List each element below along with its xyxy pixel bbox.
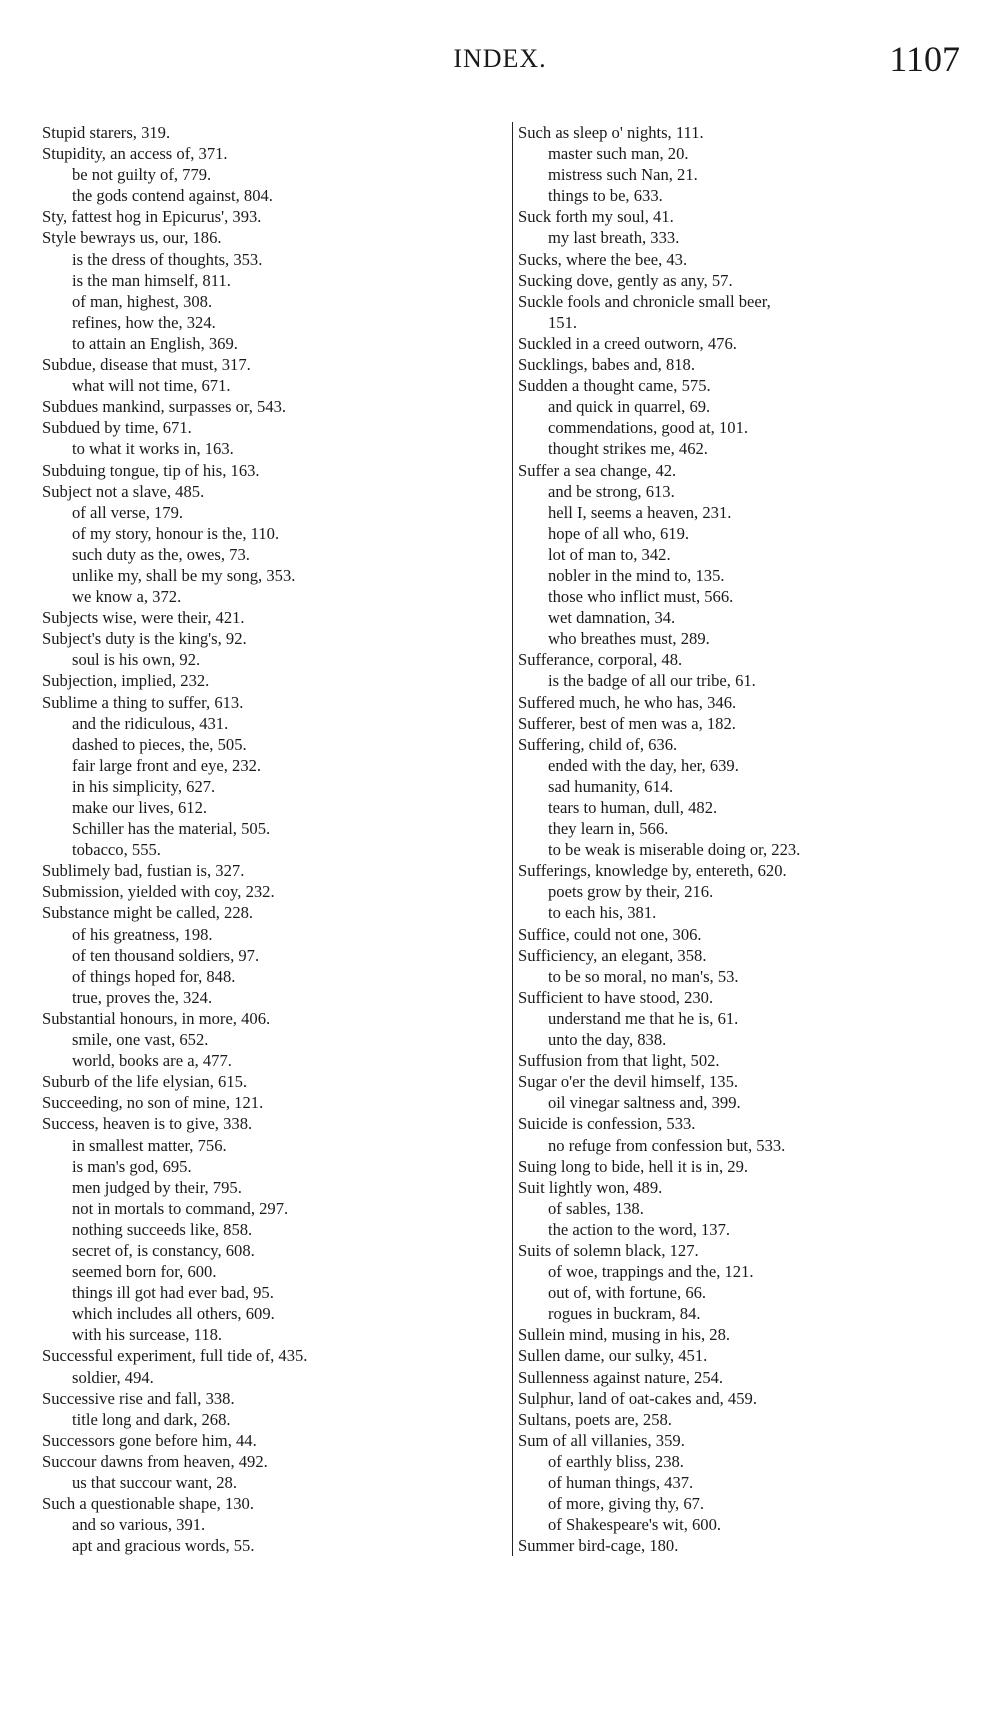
index-subentry: soul is his own, 92. <box>72 650 201 670</box>
index-entry: Suffice, could not one, 306. <box>518 924 702 944</box>
index-entry: Subdue, disease that must, 317. <box>42 355 251 375</box>
index-entry: Suicide is confession, 533. <box>518 1114 696 1134</box>
index-entry: Suffusion from that light, 502. <box>518 1051 720 1071</box>
index-subentry: of my story, honour is the, 110. <box>72 523 280 543</box>
index-entry: Such as sleep o' nights, 111. <box>518 123 704 142</box>
index-subentry: to be so moral, no man's, 53. <box>548 966 739 986</box>
index-subentry: secret of, is constancy, 608. <box>72 1240 255 1260</box>
index-subentry: poets grow by their, 216. <box>548 882 714 902</box>
index-subentry: to each his, 381. <box>548 903 657 923</box>
index-entry: Suffered much, he who has, 346. <box>518 692 737 712</box>
index-subentry: and the ridiculous, 431. <box>72 713 229 733</box>
index-entry: Sufferings, knowledge by, entereth, 620. <box>518 861 787 881</box>
index-subentry: no refuge from confession but, 533. <box>548 1135 786 1155</box>
index-entry: Success, heaven is to give, 338. <box>42 1114 253 1134</box>
index-subentry: hell I, seems a heaven, 231. <box>548 502 732 522</box>
index-subentry: and so various, 391. <box>72 1515 206 1535</box>
index-subentry: to attain an English, 369. <box>72 333 238 353</box>
index-subentry: of human things, 437. <box>548 1473 694 1492</box>
index-entry: Successful experiment, full tide of, 435. <box>42 1346 308 1366</box>
index-subentry: tobacco, 555. <box>72 840 161 860</box>
index-subentry: apt and gracious words, 55. <box>72 1536 255 1556</box>
index-entry: Subdued by time, 671. <box>42 418 192 438</box>
index-subentry: ended with the day, her, 639. <box>548 755 739 775</box>
index-entry: Subdues mankind, surpasses or, 543. <box>42 397 287 417</box>
index-subentry: the action to the word, 137. <box>548 1219 731 1239</box>
index-entry: Sugar o'er the devil himself, 135. <box>518 1072 739 1092</box>
index-subentry: unto the day, 838. <box>548 1030 667 1050</box>
index-entry: Subject not a slave, 485. <box>42 481 205 501</box>
index-subentry: my last breath, 333. <box>548 228 680 248</box>
index-subentry: 151. <box>548 312 578 332</box>
index-subentry: to what it works in, 163. <box>72 439 234 459</box>
index-entry: Suffer a sea change, 42. <box>518 460 677 480</box>
index-subentry: they learn in, 566. <box>548 819 669 839</box>
index-entry: Suing long to bide, hell it is in, 29. <box>518 1156 749 1176</box>
index-subentry: and be strong, 613. <box>548 481 675 501</box>
index-entry: Suburb of the life elysian, 615. <box>42 1072 248 1092</box>
index-entry: Sultans, poets are, 258. <box>518 1409 672 1429</box>
index-subentry: dashed to pieces, the, 505. <box>72 734 247 754</box>
index-entry: Successors gone before him, 44. <box>42 1430 257 1450</box>
index-subentry: not in mortals to command, 297. <box>72 1198 289 1218</box>
index-subentry: who breathes must, 289. <box>548 629 710 649</box>
page-title: INDEX. <box>453 44 547 73</box>
index-entry: Subduing tongue, tip of his, 163. <box>42 460 260 480</box>
index-entry: Substantial honours, in more, 406. <box>42 1008 271 1028</box>
index-entry: Sufficient to have stood, 230. <box>518 987 714 1007</box>
page-number: 1107 <box>889 39 960 79</box>
index-entry: Style bewrays us, our, 186. <box>42 228 222 248</box>
index-subentry: of man, highest, 308. <box>72 291 213 311</box>
index-entry: Summer bird-cage, 180. <box>518 1536 679 1556</box>
index-subentry: in his simplicity, 627. <box>72 776 216 796</box>
index-entry: Substance might be called, 228. <box>42 903 254 923</box>
index-subentry: make our lives, 612. <box>72 798 208 817</box>
index-subentry: soldier, 494. <box>72 1367 154 1387</box>
index-subentry: which includes all others, 609. <box>72 1304 275 1324</box>
index-subentry: hope of all who, 619. <box>548 523 690 543</box>
index-subentry: refines, how the, 324. <box>72 312 216 332</box>
index-subentry: things ill got had ever bad, 95. <box>72 1283 274 1303</box>
index-entry: Sufferer, best of men was a, 182. <box>518 713 736 733</box>
index-entry: Subject's duty is the king's, 92. <box>42 629 247 649</box>
page-header <box>40 34 960 84</box>
index-subentry: seemed born for, 600. <box>72 1262 217 1282</box>
index-subentry: the gods contend against, 804. <box>72 186 273 206</box>
index-entry: Sullen dame, our sulky, 451. <box>518 1346 708 1366</box>
index-subentry: men judged by their, 795. <box>72 1177 242 1197</box>
index-column-left <box>42 122 492 1556</box>
index-entry: Sufficiency, an elegant, 358. <box>518 945 707 965</box>
index-entry: Suck forth my soul, 41. <box>518 207 674 227</box>
index-subentry: tears to human, dull, 482. <box>548 798 718 817</box>
index-subentry: rogues in buckram, 84. <box>548 1304 701 1324</box>
index-subentry: oil vinegar saltness and, 399. <box>548 1093 741 1113</box>
index-entry: Sublimely bad, fustian is, 327. <box>42 861 245 881</box>
index-subentry: to be weak is miserable doing or, 223. <box>548 840 801 860</box>
index-entry: Sucklings, babes and, 818. <box>518 355 695 375</box>
index-entry: Subjection, implied, 232. <box>42 671 210 691</box>
index-entry: Sullenness against nature, 254. <box>518 1367 724 1387</box>
index-subentry: true, proves the, 324. <box>72 987 213 1007</box>
index-subentry: commendations, good at, 101. <box>548 418 749 438</box>
index-subentry: nothing succeeds like, 858. <box>72 1219 253 1239</box>
index-subentry: we know a, 372. <box>72 587 182 607</box>
index-subentry: us that succour want, 28. <box>72 1473 237 1492</box>
index-entry: Sulphur, land of oat-cakes and, 459. <box>518 1388 757 1408</box>
index-subentry: and quick in quarrel, 69. <box>548 397 711 417</box>
index-subentry: Schiller has the material, 505. <box>72 819 271 839</box>
index-column-right <box>512 122 963 1556</box>
index-entry: Suckled in a creed outworn, 476. <box>518 333 737 353</box>
index-entry: Submission, yielded with coy, 232. <box>42 882 275 902</box>
index-subentry: is man's god, 695. <box>72 1156 192 1176</box>
index-subentry: nobler in the mind to, 135. <box>548 565 725 585</box>
index-subentry: such duty as the, owes, 73. <box>72 544 250 564</box>
index-subentry: title long and dark, 268. <box>72 1409 231 1429</box>
index-subentry: master such man, 20. <box>548 144 689 164</box>
index-entry: Suit lightly won, 489. <box>518 1177 663 1197</box>
index-entry: Stupidity, an access of, 371. <box>42 144 228 164</box>
index-subentry: understand me that he is, 61. <box>548 1008 739 1028</box>
index-subentry: out of, with fortune, 66. <box>548 1283 707 1303</box>
index-subentry: mistress such Nan, 21. <box>548 165 698 185</box>
index-subentry: of ten thousand soldiers, 97. <box>72 945 260 965</box>
index-entry: Sty, fattest hog in Epicurus', 393. <box>42 207 262 227</box>
index-entry: Sublime a thing to suffer, 613. <box>42 692 244 712</box>
index-subentry: with his surcease, 118. <box>72 1325 223 1345</box>
index-entry: Sucks, where the bee, 43. <box>518 249 688 269</box>
index-subentry: fair large front and eye, 232. <box>72 755 262 775</box>
index-subentry: is the man himself, 811. <box>72 270 231 290</box>
index-entry: Successive rise and fall, 338. <box>42 1388 235 1408</box>
index-subentry: is the badge of all our tribe, 61. <box>548 671 756 691</box>
index-subentry: of all verse, 179. <box>72 502 184 522</box>
index-entry: Sucking dove, gently as any, 57. <box>518 270 733 290</box>
index-subentry: in smallest matter, 756. <box>72 1135 227 1155</box>
index-entry: Sudden a thought came, 575. <box>518 376 711 396</box>
index-entry: Sullein mind, musing in his, 28. <box>518 1325 731 1345</box>
index-subentry: of Shakespeare's wit, 600. <box>548 1515 722 1535</box>
index-subentry: sad humanity, 614. <box>548 776 674 796</box>
index-entry: Subjects wise, were their, 421. <box>42 608 245 628</box>
index-entry: Succeeding, no son of mine, 121. <box>42 1093 264 1113</box>
index-subentry: of woe, trappings and the, 121. <box>548 1262 754 1282</box>
index-subentry: wet damnation, 34. <box>548 608 676 628</box>
index-entry: Suckle fools and chronicle small beer, <box>518 291 771 311</box>
index-subentry: what will not time, 671. <box>72 376 231 396</box>
index-entry: Sufferance, corporal, 48. <box>518 650 683 670</box>
index-subentry: of things hoped for, 848. <box>72 966 236 986</box>
index-entry: Sum of all villanies, 359. <box>518 1430 685 1450</box>
index-subentry: things to be, 633. <box>548 186 663 206</box>
index-subentry: be not guilty of, 779. <box>72 165 212 185</box>
index-subentry: of sables, 138. <box>548 1198 644 1218</box>
index-subentry: of earthly bliss, 238. <box>548 1451 684 1471</box>
index-entry: Succour dawns from heaven, 492. <box>42 1451 268 1471</box>
index-subentry: of more, giving thy, 67. <box>548 1494 705 1514</box>
index-subentry: smile, one vast, 652. <box>72 1030 209 1050</box>
index-entry: Stupid starers, 319. <box>42 123 171 142</box>
index-entry: Such a questionable shape, 130. <box>42 1494 254 1514</box>
index-subentry: of his greatness, 198. <box>72 924 213 944</box>
index-subentry: lot of man to, 342. <box>548 544 671 564</box>
index-entry: Suits of solemn black, 127. <box>518 1240 699 1260</box>
index-entry: Suffering, child of, 636. <box>518 734 678 754</box>
index-subentry: world, books are a, 477. <box>72 1051 232 1071</box>
index-subentry: unlike my, shall be my song, 353. <box>72 565 296 585</box>
index-subentry: is the dress of thoughts, 353. <box>72 249 263 269</box>
index-subentry: thought strikes me, 462. <box>548 439 708 459</box>
index-subentry: those who inflict must, 566. <box>548 587 734 607</box>
